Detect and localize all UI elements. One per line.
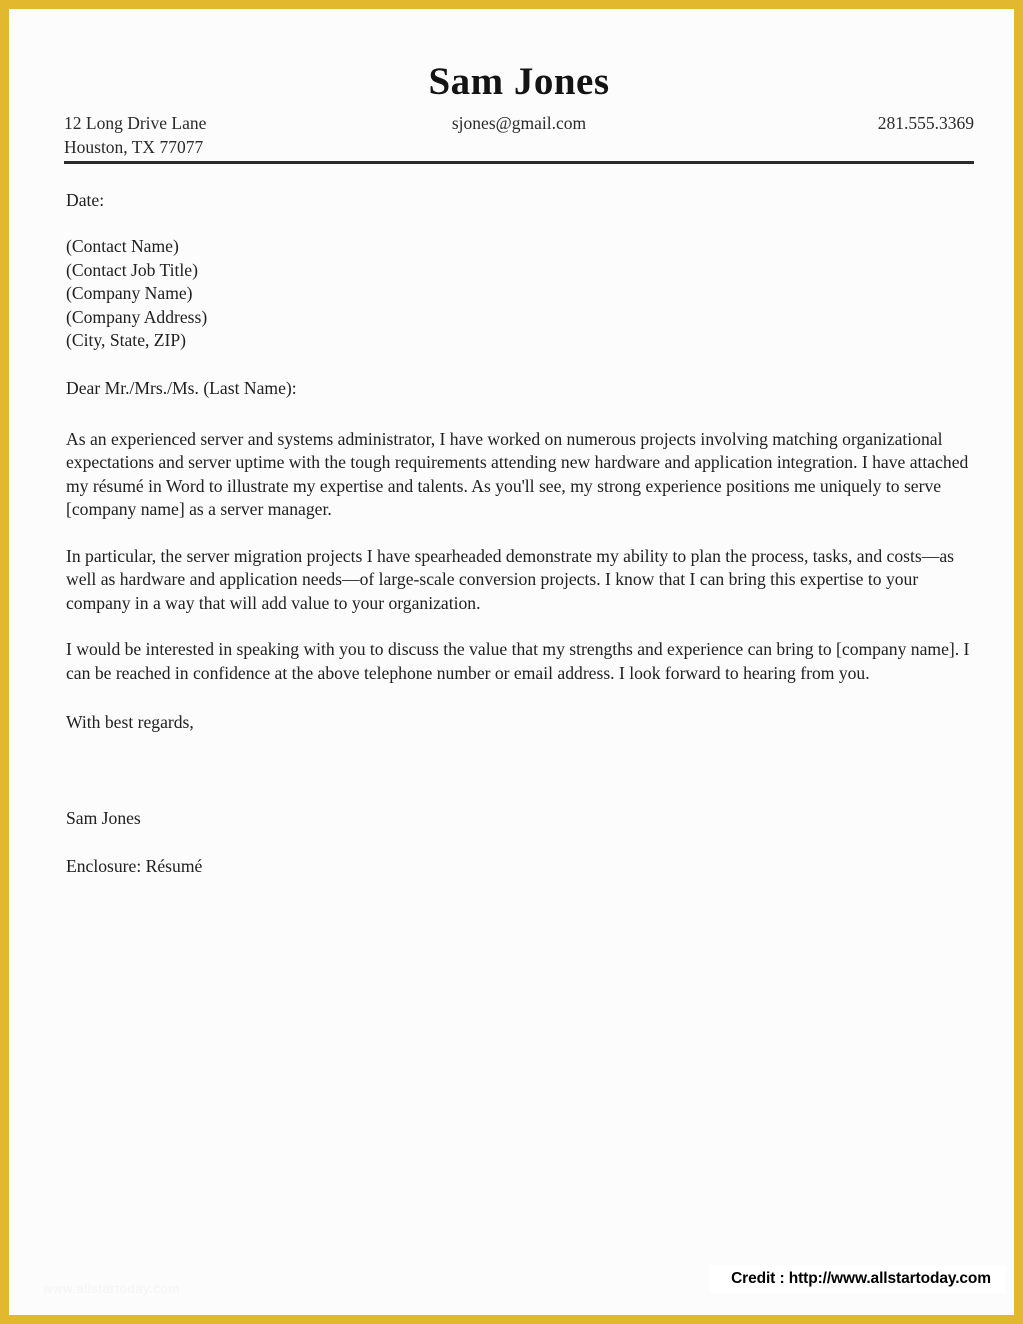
- letterhead: [64, 61, 974, 162]
- date-line: Date:: [66, 190, 105, 210]
- credit-attribution: Credit : http://www.allstartoday.com: [709, 1265, 1005, 1293]
- recipient-company-address: (Company Address): [66, 306, 208, 327]
- sender-address-line-1: 12 Long Drive Lane: [64, 113, 207, 134]
- sender-address-line-2: Houston, TX 77077: [64, 136, 204, 157]
- salutation: Dear Mr./Mrs./Ms. (Last Name):: [66, 378, 297, 399]
- sender-phone: 281.555.3369: [877, 113, 974, 134]
- contact-row: [64, 112, 974, 162]
- body-paragraph-1: As an experienced server and systems administrator, I have worked on numerous projects involving matching organizational expectations and server uptime with the tough requirements attending new hardware and application integration. I have attached my résumé in Word to illustrate my expertise and talents. As you'll see, my strong experience positions me uniquely to serve [company name] as a server manager.: [66, 428, 969, 520]
- header-divider: [64, 161, 974, 164]
- recipient-company-name: (Company Name): [66, 283, 193, 304]
- page-title: Sam Jones: [428, 60, 610, 103]
- recipient-city-state-zip: (City, State, ZIP): [66, 330, 187, 351]
- sender-email: sjones@gmail.com: [451, 113, 587, 134]
- enclosure-line: Enclosure: Résumé: [66, 856, 203, 877]
- recipient-contact-name: (Contact Name): [66, 236, 179, 257]
- background-watermark: www.allstartoday.com: [43, 1281, 180, 1296]
- body-paragraph-3: I would be interested in speaking with you to discuss the value that my strengths and experience can bring to [company name]. I can be reached in confidence at the above telephone number or email address. I look forward to hearing from you.: [66, 639, 970, 683]
- letter-body: [66, 189, 976, 879]
- recipient-block: [66, 235, 976, 352]
- closing-line: With best regards,: [66, 712, 194, 733]
- recipient-job-title: (Contact Job Title): [66, 259, 198, 280]
- body-paragraph-2: In particular, the server migration projects I have spearheaded demonstrate my ability to plan the process, tasks, and costs—as well as hardware and application needs—of large-scale conversion projects. I know that I can bring this expertise to your company in a way that will add value to your organization.: [66, 545, 954, 613]
- signature-name: Sam Jones: [66, 807, 141, 828]
